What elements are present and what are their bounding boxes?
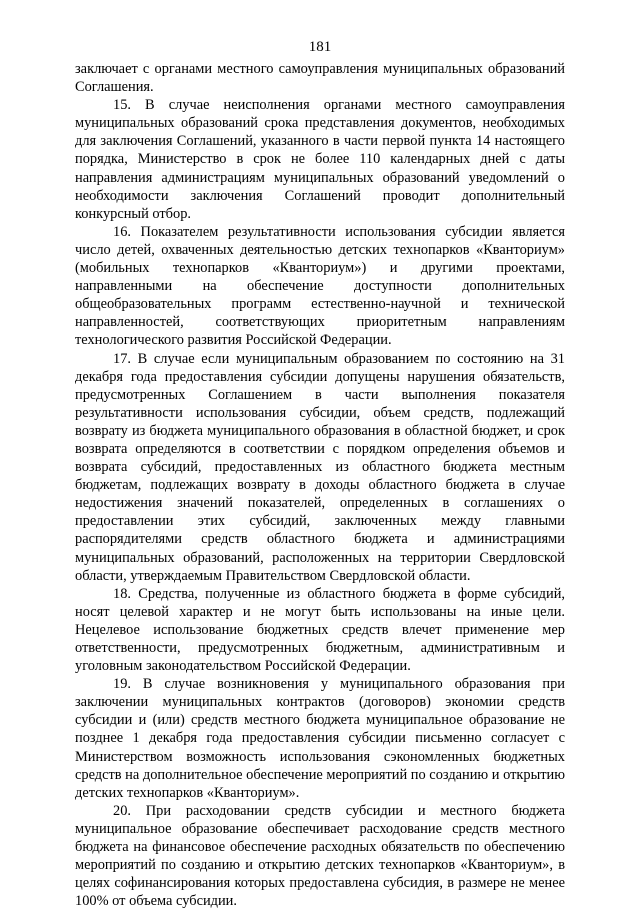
paragraph-18: 18. Средства, полученные из областного бюджета в форме субсидий, носят целевой характер и не могут быть использованы на иные цели. Нецелевое использование бюджетных средств влечет применение мер ответственности, предусмотренных бюджетным, административным и уголовным законодательством Российской Федерации. xyxy=(75,585,565,675)
paragraph-17: 17. В случае если муниципальным образованием по состоянию на 31 декабря года предоставления субсидии допущены нарушения обязательств, предусмотренных Соглашением в части выполнения показателя результативности использования субсидии, объем средств, подлежащий возврату из бюджета муниципального образования в областной бюджет, и срок возврата определяются в соответствии с порядком определения объемов и возврата субсидий, предоставленных из областного бюджета местным бюджетам, подлежащих возврату в доходы областного бюджета в случае недостижения значений показателей, определенных в соглашениях о предоставлении этих субсидий, заключенных между главными распорядителями средств областного бюджета и администрациями муниципальных образований, расположенных на территории Свердловской области, утверждаемым Правительством Свердловской области. xyxy=(75,350,565,584)
paragraph-15: 15. В случае неисполнения органами местного самоуправления муниципальных образований срока представления документов, необходимых для заключения Соглашений, указанного в части первой пункта 14 настоящего порядка, Министерство в срок не более 110 календарных дней с даты направления администрациям муниципальных образований уведомлений о необходимости заключения Соглашений проводит дополнительный конкурсный отбор. xyxy=(75,97,565,222)
paragraph-19: 19. В случае возникновения у муниципального образования при заключении муниципальных контрактов (договоров) экономии средств субсидии и (или) средств местного бюджета муниципальное образование не позднее 1 декабря года предоставления субсидии письменно согласует с Министерством возможность использования сэкономленных бюджетных средств на дополнительное обеспечение мероприятий по созданию и открытию детских технопарков «Кванториум». xyxy=(75,676,565,801)
paragraph-16: 16. Показателем результативности использования субсидии является число детей, охваченных деятельностью детских технопарков «Кванториум» (мобильных технопарков «Кванториум») и другими проектами, направленными на обеспечение доступности дополнительных общеобразовательных программ естественно-научной и технической направленностей, соответствующих приоритетным направлениям технологического развития Российской Федерации. xyxy=(75,223,565,349)
paragraph-continuation: заключает с органами местного самоуправления муниципальных образований Соглашения. xyxy=(75,61,565,96)
document-body xyxy=(75,60,565,910)
page-number: 181 xyxy=(308,39,332,55)
paragraph-20: 20. При расходовании средств субсидии и местного бюджета муниципальное образование обеспечивает расходование средств местного бюджета на финансовое обеспечение расходных обязательств по обеспечению мероприятий по созданию и открытию детских технопарков «Кванториум», в целях софинансирования которых предоставлена субсидия, в размере не менее 100% от объема субсидии. xyxy=(75,802,565,910)
